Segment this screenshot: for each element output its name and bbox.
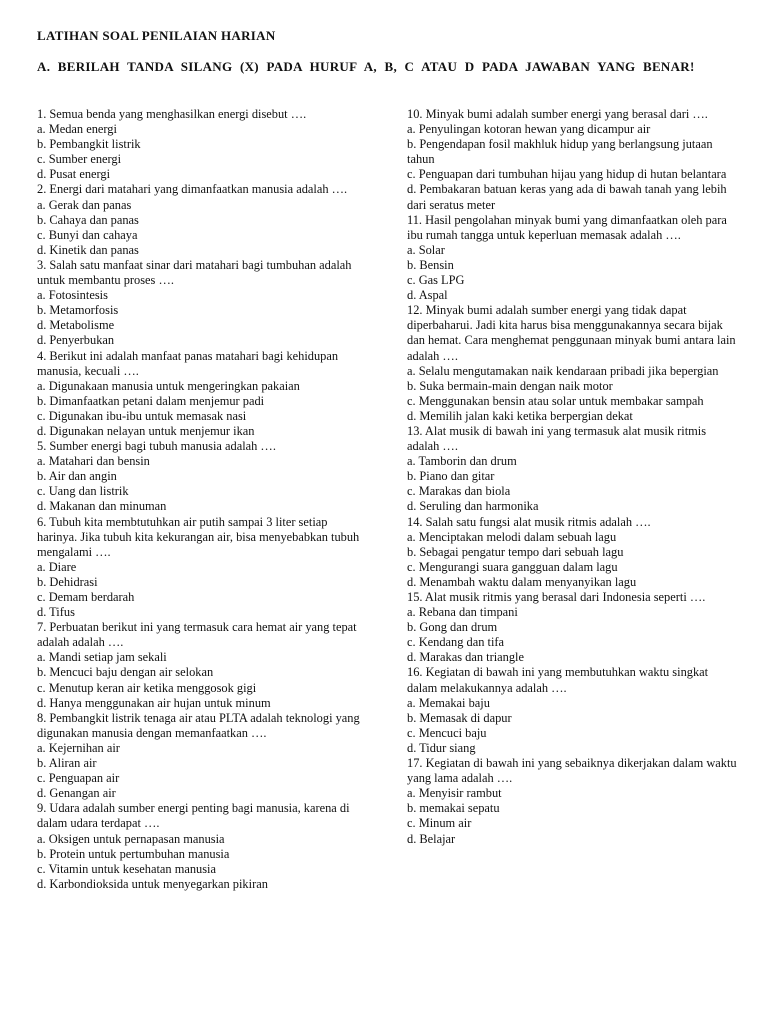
answer-option[interactable]: d. Pusat energi <box>37 167 111 182</box>
answer-option[interactable]: c. Marakas dan biola <box>407 484 511 499</box>
answer-option[interactable]: c. Digunakan ibu-ibu untuk memasak nasi <box>37 408 247 423</box>
question-column-right <box>407 107 737 847</box>
question-text: 1. Semua benda yang menghasilkan energi disebut …. <box>37 107 307 121</box>
question-block <box>407 303 737 424</box>
question-block <box>37 182 365 257</box>
answer-option[interactable]: d. Makanan dan minuman <box>37 499 167 514</box>
answer-option[interactable]: a. Fotosintesis <box>37 288 108 303</box>
answer-option[interactable]: c. Uang dan listrik <box>37 484 129 499</box>
question-block <box>407 515 737 590</box>
question-block <box>37 620 365 711</box>
answer-option[interactable]: c. Menutup keran air ketika menggosok gigi <box>37 680 257 695</box>
answer-option[interactable]: d. Belajar <box>407 831 456 846</box>
question-text: 6. Tubuh kita membtutuhkan air putih sampai 3 liter setiap harinya. Jika tubuh kita kekurangan air, bisa menyebabkan tubuh mengalami …. <box>37 514 360 559</box>
answer-option[interactable]: b. Piano dan gitar <box>407 469 495 484</box>
answer-option[interactable]: d. Seruling dan harmonika <box>407 499 539 514</box>
question-block <box>37 349 365 440</box>
answer-option[interactable]: a. Medan energi <box>37 122 117 137</box>
answer-option[interactable]: a. Kejernihan air <box>37 740 120 755</box>
answer-option[interactable]: a. Matahari dan bensin <box>37 454 150 469</box>
answer-option[interactable]: b. Sebagai pengatur tempo dari sebuah lagu <box>407 544 624 559</box>
question-block <box>407 756 737 847</box>
answer-option[interactable]: d. Hanya menggunakan air hujan untuk minum <box>37 695 271 710</box>
answer-option[interactable]: c. Sumber energi <box>37 152 122 167</box>
answer-option[interactable]: a. Memakai baju <box>407 695 490 710</box>
answer-option[interactable]: c. Penguapan air <box>37 771 120 786</box>
question-block <box>407 590 737 665</box>
answer-option[interactable]: d. Digunakan nelayan untuk menjemur ikan <box>37 423 255 438</box>
answer-option[interactable]: c. Bunyi dan cahaya <box>37 227 138 242</box>
question-text: 2. Energi dari matahari yang dimanfaatkan manusia adalah …. <box>37 182 348 197</box>
answer-option[interactable]: d. Menambah waktu dalam menyanyikan lagu <box>407 574 637 589</box>
instructions: A. BERILAH TANDA SILANG (X) PADA HURUF A, B, C ATAU D PADA JAWABAN YANG BENAR! <box>37 59 695 74</box>
answer-option[interactable]: b. memakai sepatu <box>407 801 500 816</box>
answer-option[interactable]: b. Suka bermain-main dengan naik motor <box>407 378 613 393</box>
answer-option[interactable]: d. Kinetik dan panas <box>37 242 139 257</box>
answer-option[interactable]: a. Solar <box>407 242 445 257</box>
answer-option[interactable]: a. Tamborin dan drum <box>407 454 517 469</box>
question-text: 10. Minyak bumi adalah sumber energi yang berasal dari …. <box>407 107 708 121</box>
answer-option[interactable]: d. Tifus <box>37 605 75 620</box>
answer-option[interactable]: c. Minum air <box>407 816 472 831</box>
answer-option[interactable]: b. Pengendapan fosil makhluk hidup yang berlangsung jutaan tahun <box>407 137 713 167</box>
question-text: 11. Hasil pengolahan minyak bumi yang dimanfaatkan oleh para ibu rumah tangga untuk keperluan memasak adalah …. <box>407 212 727 242</box>
question-column-left <box>37 107 365 892</box>
question-text: 15. Alat musik ritmis yang berasal dari Indonesia seperti …. <box>407 590 706 604</box>
question-text: 17. Kegiatan di bawah ini yang sebaiknya dikerjakan dalam waktu yang lama adalah …. <box>407 756 737 786</box>
answer-option[interactable]: c. Menggunakan bensin atau solar untuk membakar sampah <box>407 393 704 408</box>
question-block <box>407 665 737 756</box>
question-block <box>37 107 365 182</box>
answer-option[interactable]: d. Tidur siang <box>407 740 476 755</box>
question-text: 5. Sumber energi bagi tubuh manusia adalah …. <box>37 439 276 454</box>
question-text: 9. Udara adalah sumber energi penting bagi manusia, karena di dalam udara terdapat …. <box>37 801 350 831</box>
answer-option[interactable]: d. Aspal <box>407 288 448 303</box>
answer-option[interactable]: a. Menyisir rambut <box>407 786 502 801</box>
question-block <box>37 801 365 892</box>
question-block <box>37 711 365 802</box>
question-block <box>37 439 365 514</box>
answer-option[interactable]: d. Penyerbukan <box>37 333 115 348</box>
answer-option[interactable]: c. Penguapan dari tumbuhan hijau yang hidup di hutan belantara <box>407 167 727 182</box>
answer-option[interactable]: a. Mandi setiap jam sekali <box>37 650 167 665</box>
answer-option[interactable]: b. Memasak di dapur <box>407 710 512 725</box>
answer-option[interactable]: d. Genangan air <box>37 786 116 801</box>
answer-option[interactable]: b. Cahaya dan panas <box>37 212 139 227</box>
question-text: 4. Berikut ini adalah manfaat panas matahari bagi kehidupan manusia, kecuali …. <box>37 348 339 378</box>
answer-option[interactable]: c. Vitamin untuk kesehatan manusia <box>37 861 216 876</box>
question-block <box>407 107 737 213</box>
answer-option[interactable]: c. Demam berdarah <box>37 590 135 604</box>
answer-option[interactable]: a. Menciptakan melodi dalam sebuah lagu <box>407 529 617 544</box>
answer-option[interactable]: b. Mencuci baju dengan air selokan <box>37 665 214 680</box>
answer-option[interactable]: b. Pembangkit listrik <box>37 137 141 152</box>
question-text: 13. Alat musik di bawah ini yang termasuk alat musik ritmis adalah …. <box>407 423 707 454</box>
answer-option[interactable]: a. Penyulingan kotoran hewan yang dicampur air <box>407 122 651 137</box>
answer-option[interactable]: a. Oksigen untuk pernapasan manusia <box>37 831 225 846</box>
question-text: 3. Salah satu manfaat sinar dari matahari bagi tumbuhan adalah untuk membantu proses …. <box>37 257 352 288</box>
answer-option[interactable]: c. Kendang dan tifa <box>407 635 505 650</box>
answer-option[interactable]: d. Marakas dan triangle <box>407 650 524 665</box>
answer-option[interactable]: c. Mencuci baju <box>407 725 487 740</box>
answer-option[interactable]: d. Karbondioksida untuk menyegarkan pikiran <box>37 876 268 891</box>
answer-option[interactable]: d. Pembakaran batuan keras yang ada di bawah tanah yang lebih dari seratus meter <box>407 182 727 212</box>
answer-option[interactable]: b. Dimanfaatkan petani dalam menjemur padi <box>37 393 265 408</box>
answer-option[interactable]: d. Memilih jalan kaki ketika berpergian dekat <box>407 408 633 423</box>
question-text: 14. Salah satu fungsi alat musik ritmis adalah …. <box>407 514 651 529</box>
answer-option[interactable]: a. Rebana dan timpani <box>407 605 518 620</box>
answer-option[interactable]: d. Metabolisme <box>37 318 115 333</box>
question-block <box>407 424 737 515</box>
answer-option[interactable]: a. Gerak dan panas <box>37 197 132 212</box>
answer-option[interactable]: c. Gas LPG <box>407 273 465 288</box>
page-title: LATIHAN SOAL PENILAIAN HARIAN <box>37 28 276 43</box>
question-text: 12. Minyak bumi adalah sumber energi yang tidak dapat diperbaharui. Jadi kita harus bisa menggunakannya secara bijak dan hemat. Cara menghemat penggunaan minyak bumi antara lain adalah …. <box>407 303 736 363</box>
answer-option[interactable]: b. Air dan angin <box>37 469 117 484</box>
answer-option[interactable]: b. Dehidrasi <box>37 574 98 589</box>
answer-option[interactable]: b. Protein untuk pertumbuhan manusia <box>37 846 230 861</box>
question-text: 16. Kegiatan di bawah ini yang membutuhkan waktu singkat dalam melakukannya adalah …. <box>407 665 709 695</box>
answer-option[interactable]: b. Gong dan drum <box>407 620 498 635</box>
answer-option[interactable]: a. Diare <box>37 559 77 574</box>
question-block <box>407 213 737 304</box>
answer-option[interactable]: a. Digunakaan manusia untuk mengeringkan pakaian <box>37 378 300 393</box>
answer-option[interactable]: b. Bensin <box>407 257 454 272</box>
question-text: 7. Perbuatan berikut ini yang termasuk cara hemat air yang tepat adalah adalah …. <box>37 620 357 650</box>
question-text: 8. Pembangkit listrik tenaga air atau PLTA adalah teknologi yang digunakan manusia dengan memanfaatkan …. <box>37 710 360 740</box>
answer-option[interactable]: c. Mengurangi suara gangguan dalam lagu <box>407 559 618 574</box>
question-block <box>37 258 365 349</box>
answer-option[interactable]: a. Selalu mengutamakan naik kendaraan pribadi jika bepergian <box>407 363 719 378</box>
answer-option[interactable]: b. Metamorfosis <box>37 303 119 318</box>
question-block <box>37 515 365 621</box>
answer-option[interactable]: b. Aliran air <box>37 756 97 771</box>
